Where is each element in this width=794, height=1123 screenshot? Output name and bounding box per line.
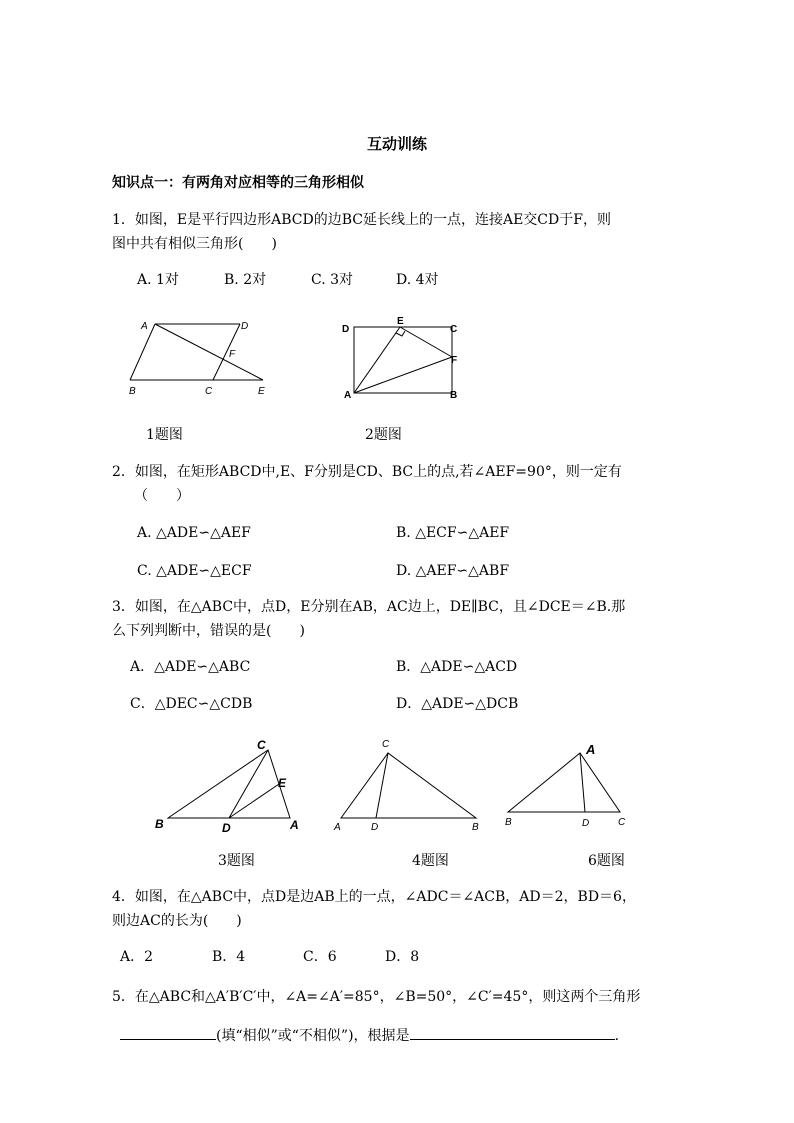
page-title: 互动训练	[366, 135, 427, 153]
q1-option-a: A. 1对	[137, 272, 179, 288]
fig1-caption: 1题图	[146, 427, 183, 443]
q5-line2	[120, 1025, 619, 1045]
section-heading: 知识点一：有两角对应相等的三角形相似	[112, 175, 364, 191]
fig3-label-b: B	[155, 817, 164, 831]
fig1-label-f: F	[229, 349, 236, 360]
q2-option-a: A. △ADE∽△AEF	[137, 525, 251, 541]
fig3-label-a: A	[290, 818, 299, 832]
fig2-label-c: C	[450, 324, 458, 335]
q3-line1: 3．如图，在△ABC中，点D，E分别在AB，AC边上，DE∥BC，且∠DCE＝∠B.那	[112, 599, 626, 615]
q5-line2-end: .	[614, 1028, 620, 1044]
fig2-label-e: E	[397, 316, 404, 327]
q4-option-d: D．8	[385, 949, 420, 965]
figure-3	[150, 735, 310, 835]
fig1-label-a: A	[141, 321, 148, 332]
q1-option-c: C. 3对	[311, 272, 354, 288]
q3-option-b: B．△ADE∽△ACD	[396, 659, 518, 675]
q1-option-d: D. 4对	[396, 272, 439, 288]
q4-option-b: B．4	[212, 949, 246, 965]
fig6-label-b: B	[505, 817, 512, 828]
fig1-label-e: E	[258, 386, 265, 397]
figure-4	[328, 735, 488, 835]
q1-option-b: B. 2对	[224, 272, 267, 288]
fig6-label-d: D	[582, 818, 590, 829]
fig1-label-b: B	[129, 386, 136, 397]
fig4-label-d: D	[371, 822, 379, 833]
figure-1	[120, 312, 280, 402]
q4-line2: 则边AC的长为( )	[112, 913, 242, 929]
q1-line2: 图中共有相似三角形( )	[112, 236, 277, 252]
answer-blank-2[interactable]	[410, 1025, 615, 1040]
q4-line1: 4．如图，在△ABC中，点D是边AB上的一点，∠ADC＝∠ACB，AD＝2，BD＝6，	[112, 889, 636, 905]
fig3-label-e: E	[278, 776, 287, 790]
q2-option-d: D. △AEF∽△ABF	[396, 563, 510, 579]
answer-blank-1[interactable]	[120, 1025, 216, 1040]
fig3-caption: 3题图	[218, 853, 255, 869]
q3-line2: 么下列判断中，错误的是( )	[112, 623, 305, 639]
fig2-label-a: A	[344, 390, 352, 401]
fig2-label-b: B	[450, 390, 458, 401]
q5-line1: 5．在△ABC和△A′B′C′中，∠A=∠A′=85°，∠B=50°，∠C′=45°，则这两个三角形	[112, 989, 641, 1005]
fig4-label-a: A	[334, 822, 341, 833]
fig6-label-a: A	[586, 742, 596, 757]
q2-line1: 2．如图，在矩形ABCD中,E、F分别是CD、BC上的点,若∠AEF=90°，则一定有	[112, 464, 622, 480]
figure-2	[336, 312, 466, 404]
fig1-label-d: D	[241, 321, 249, 332]
fig6-caption: 6题图	[588, 853, 625, 869]
fig2-label-d: D	[342, 324, 350, 335]
q3-option-d: D．△ADE∽△DCB	[396, 696, 519, 712]
q2-option-c: C. △ADE∽△ECF	[137, 563, 252, 579]
fig1-label-c: C	[205, 386, 213, 397]
fig2-caption: 2题图	[365, 427, 402, 443]
q2-line2: （ ）	[134, 488, 190, 504]
fig4-label-c: C	[382, 739, 390, 750]
fig2-label-f: F	[451, 355, 458, 366]
q3-option-a: A．△ADE∽△ABC	[130, 659, 251, 675]
q5-line2-text: (填“相似”或“不相似”)，根据是	[216, 1028, 410, 1044]
fig3-label-d: D	[222, 821, 231, 835]
fig4-caption: 4题图	[412, 853, 449, 869]
fig3-label-c: C	[257, 738, 266, 752]
q1-line1: 1．如图，E是平行四边形ABCD的边BC延长线上的一点，连接AE交CD于F，则	[112, 212, 611, 228]
q4-option-a: A．2	[120, 949, 154, 965]
q4-option-c: C．6	[303, 949, 337, 965]
fig4-label-b: B	[472, 822, 479, 833]
figure-6	[500, 735, 640, 835]
q2-option-b: B. △ECF∽△AEF	[396, 525, 510, 541]
fig6-label-c: C	[618, 817, 626, 828]
q3-option-c: C．△DEC∽△CDB	[130, 696, 253, 712]
